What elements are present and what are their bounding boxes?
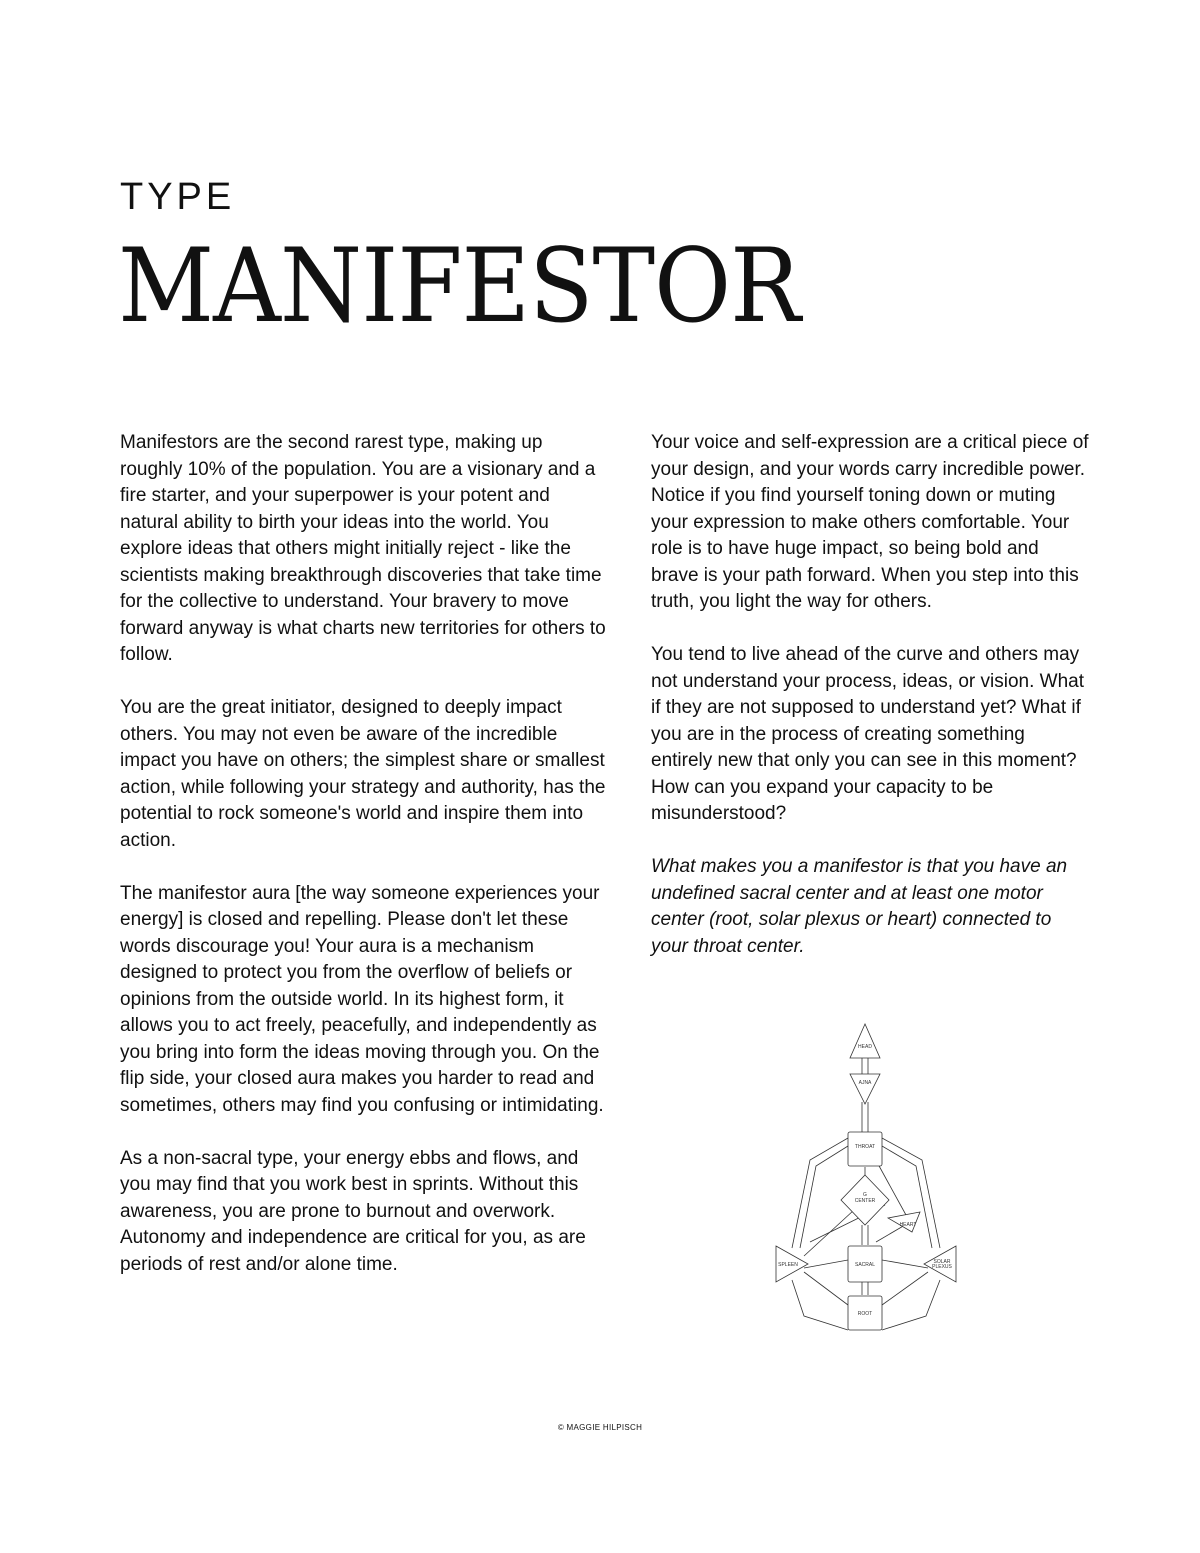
- page-title: MANIFESTOR: [118, 227, 800, 346]
- paragraph: You are the great initiator, designed to deeply impact others. You may not even be aware of the incredible impact you have on others; the simplest share or smallest action, while following your strategy and authority, has the potential to rock someone's world and inspire them into action.: [120, 697, 606, 851]
- definition-paragraph: What makes you a manifestor is that you have an undefined sacral center and at least one motor center (root, solar plexus or heart) connected to your throat center.: [651, 856, 1068, 957]
- heart-label: HEART: [899, 1222, 917, 1228]
- paragraph: The manifestor aura [the way someone experiences your energy] is closed and repelling. Please don't let these words discourage you! Your aura is a mechanism designed to protect you from the overflow of beliefs or opinions from the outside world. In its highest form, it allows you to act freely, peacefully, and independently as you bring into form the ideas moving through you. On the flip side, your closed aura makes you harder to read and sometimes, others may find you confusing or intimidating.: [120, 882, 604, 1116]
- g-center-label: CENTER: [854, 1198, 876, 1204]
- sacral-label: SACRAL: [854, 1262, 876, 1268]
- left-column: [120, 430, 610, 1305]
- bodygraph-diagram: [770, 1020, 960, 1340]
- throat-label: THROAT: [854, 1144, 876, 1150]
- spleen-label: SPLEEN: [778, 1262, 798, 1268]
- type-eyebrow: TYPE: [120, 176, 236, 218]
- paragraph: As a non-sacral type, your energy ebbs and flows, and you may find that you work best in sprints. Without this awareness, you are prone to burnout and overwork. Autonomy and independence are critical for you, as are periods of rest and/or alone time.: [120, 1147, 586, 1275]
- head-center: [850, 1024, 880, 1058]
- solar-plexus-label: PLEXUS: [932, 1264, 952, 1270]
- solar-plexus-label: SOLAR: [933, 1259, 951, 1265]
- g-center-letter: G: [863, 1192, 867, 1198]
- paragraph: You tend to live ahead of the curve and others may not understand your process, ideas, or vision. What if they are not supposed to understand yet? What if you are in the process of creating something entirely new that only you can see in this moment? How can you expand your capacity to be misunderstood?: [651, 644, 1085, 824]
- ajna-center: [850, 1074, 880, 1104]
- ajna-label: AJNA: [858, 1080, 872, 1086]
- root-label: ROOT: [857, 1311, 873, 1317]
- head-label: HEAD: [858, 1044, 872, 1050]
- copyright-footer: © MAGGIE HILPISCH: [557, 1423, 643, 1432]
- paragraph: Manifestors are the second rarest type, making up roughly 10% of the population. You are a visionary and a fire starter, and your superpower is your potent and natural ability to birth your ideas into the world. You explore ideas that others might initially reject - like the scientists making breakthrough discoveries that take time for the collective to understand. Your bravery to move forward anyway is what charts new territories for others to follow.: [120, 432, 606, 665]
- right-column: [651, 430, 1091, 987]
- paragraph: Your voice and self-expression are a critical piece of your design, and your words carry incredible power. Notice if you find yourself toning down or muting your expression to make others comfortable. Your role is to have huge impact, so being bold and brave is your path forward. When you step into this truth, you light the way for others.: [651, 432, 1089, 612]
